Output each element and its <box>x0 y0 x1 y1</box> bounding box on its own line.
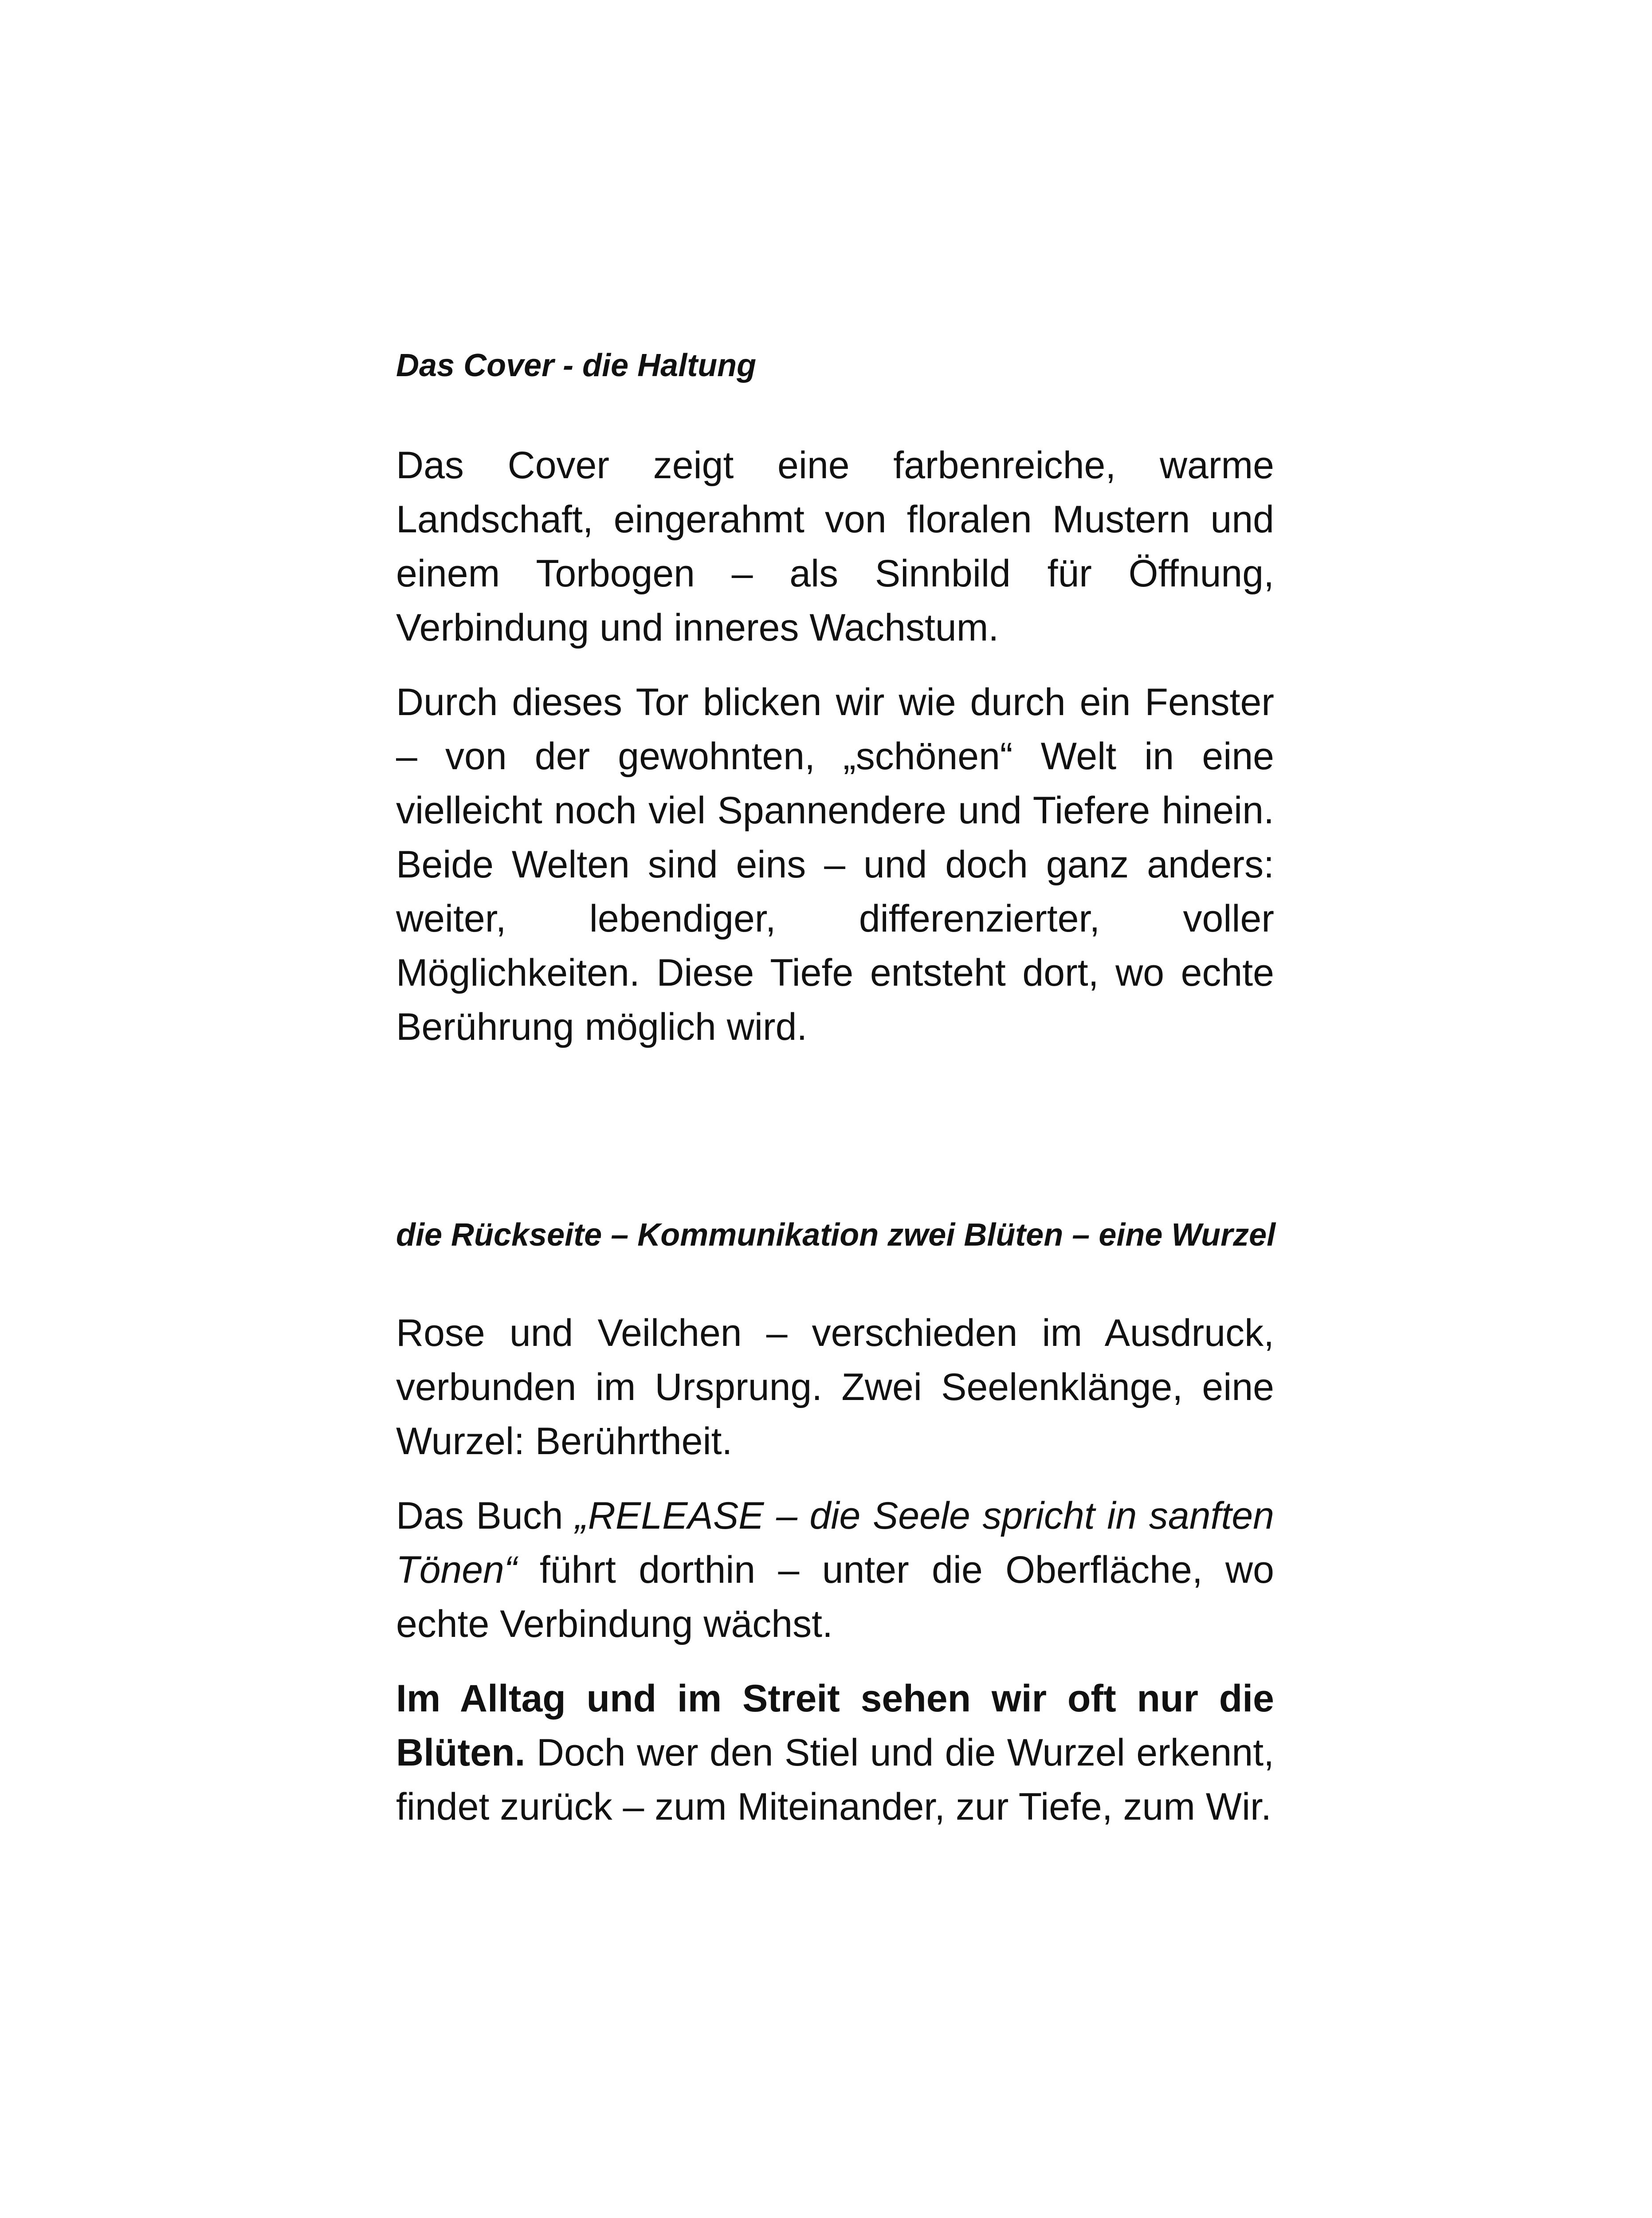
paragraph-back-2 <box>396 1489 1274 1651</box>
section-back-body <box>396 1306 1274 1854</box>
book-title: „RELEASE – die Seele spricht in sanften Tönen“ <box>396 1494 1274 1591</box>
paragraph-cover-2: Durch dieses Tor blicken wir wie durch ein Fenster – von der gewohnten, „schönen“ Welt in eine vielleicht noch viel Spannendere und Tiefere hinein. Beide Welten sind eins – und doch ganz anders: weiter, lebendiger, differenzierter, voller Möglichkeiten. Diese Tiefe entsteht dort, wo echte Berührung möglich wird. <box>396 681 1274 1048</box>
paragraph-back-3 <box>396 1671 1274 1834</box>
paragraph-cover-1: Das Cover zeigt eine farbenreiche, warme Landschaft, eingerahmt von floralen Mustern und einem Torbogen – als Sinnbild für Öffnung, Verbindung und inneres Wachstum. <box>396 444 1274 649</box>
section-back-heading-block <box>396 1213 1274 1257</box>
section-heading-cover: Das Cover - die Haltung <box>396 348 757 383</box>
section-cover-body <box>396 438 1274 1074</box>
paragraph-back-3-rest: Doch wer den Stiel und die Wurzel erkennt, findet zurück – zum Miteinander, zur Tiefe, zum Wir. <box>396 1731 1274 1828</box>
section-cover-heading-block <box>396 343 1274 388</box>
section-heading-back: die Rückseite – Kommunikation zwei Blüten – eine Wurzel <box>396 1217 1276 1253</box>
paragraph-back-2-prefix: Das Buch <box>396 1494 576 1537</box>
paragraph-back-3-bold: Im Alltag und im Streit sehen wir oft nur die Blüten. <box>396 1677 1274 1774</box>
paragraph-back-1: Rose und Veilchen – verschieden im Ausdruck, verbunden im Ursprung. Zwei Seelenklänge, eine Wurzel: Berührtheit. <box>396 1312 1274 1463</box>
paragraph-back-2-suffix: führt dorthin – unter die Oberfläche, wo echte Verbindung wächst. <box>396 1549 1274 1645</box>
